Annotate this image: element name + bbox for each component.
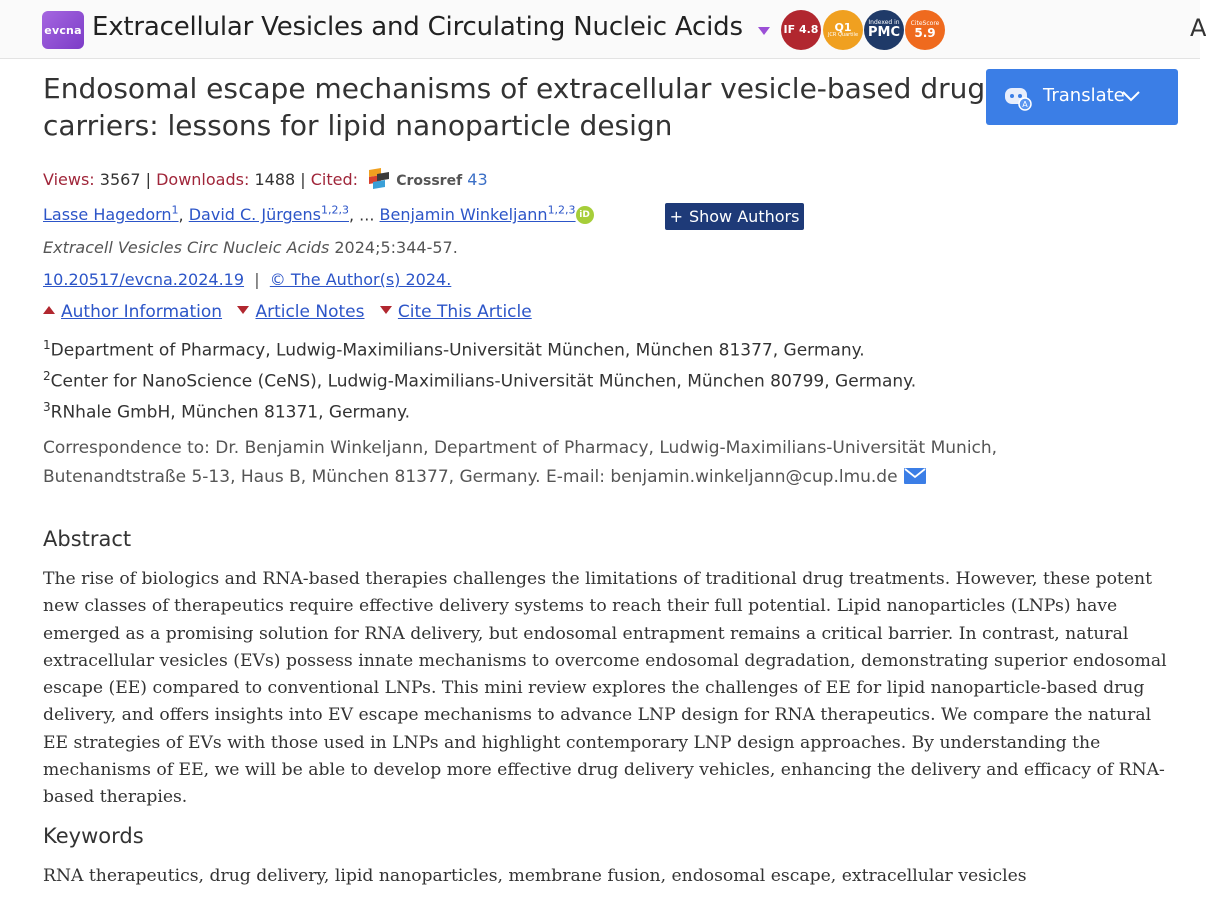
journal-abbreviation: Extracell Vesicles Circ Nucleic Acids <box>43 238 330 257</box>
show-authors-label: Show Authors <box>688 207 800 226</box>
downloads-label: Downloads: <box>156 170 250 189</box>
crossref-label[interactable]: Crossref <box>396 173 463 189</box>
article-metrics <box>43 168 488 190</box>
affiliation-number: 2 <box>43 369 51 383</box>
separator: | <box>145 170 151 189</box>
citescore-value: 5.9 <box>914 25 936 40</box>
doi-line: 10.20517/evcna.2024.19 | © The Author(s) 2024. <box>43 270 452 289</box>
author-affiliation-sup: 1 <box>171 204 179 217</box>
impact-factor-value: IF 4.8 <box>783 23 819 37</box>
mail-icon[interactable] <box>904 468 926 484</box>
author-affiliation-sup: 1,2,3 <box>547 204 576 217</box>
correspondence <box>43 434 1163 492</box>
author-link[interactable] <box>380 205 576 224</box>
affiliation <box>43 338 865 361</box>
quartile-value: Q1 <box>834 20 852 34</box>
article-title: Endosomal escape mechanisms of extracellular vesicle-based drug carriers: lessons for lipid nanoparticle design <box>43 72 986 142</box>
downloads-value: 1488 <box>254 170 296 189</box>
plus-icon: + <box>669 207 683 226</box>
volume-pages: 2024;5:344-57. <box>334 238 458 257</box>
translate-robot-icon <box>1002 82 1032 112</box>
journal-title[interactable]: Extracellular Vesicles and Circulating Nucleic Acids <box>92 12 743 42</box>
keywords-text: RNA therapeutics, drug delivery, lipid nanoparticles, membrane fusion, endosomal escape, extracellular vesicles <box>43 866 1027 886</box>
affiliation-text: Center for NanoScience (CeNS), Ludwig-Maximilians-Universität München, München 80799, Germany. <box>50 371 917 392</box>
pmc-label: PMC <box>867 25 900 41</box>
pmc-badge[interactable] <box>864 10 904 50</box>
affiliation-number: 3 <box>43 400 51 414</box>
chevron-down-icon <box>1120 85 1142 107</box>
author-link[interactable] <box>43 205 179 224</box>
tab-cite-this-article[interactable] <box>380 302 532 322</box>
article-info-tabs <box>43 302 542 322</box>
citescore-badge[interactable] <box>905 10 945 50</box>
crossref-icon <box>369 168 389 190</box>
separator: | <box>300 170 306 189</box>
views-value: 3567 <box>99 170 141 189</box>
copyright-link[interactable]: © The Author(s) 2024. <box>269 270 452 289</box>
author-affiliation-sup: 1,2,3 <box>320 204 349 217</box>
author-name: David C. Jürgens <box>188 205 321 225</box>
quartile-label: JCR Quartile <box>827 32 859 39</box>
journal-dropdown-caret-icon[interactable] <box>758 27 770 35</box>
show-authors-button[interactable] <box>665 203 804 230</box>
author-list: Lasse Hagedorn$^1$, David C. Jürgens$^{1,2,3}$, ... Benjamin Winkeljann$^{1,2,3}$ iD <box>43 204 594 224</box>
accessibility-text-toggle[interactable]: A <box>1190 14 1206 42</box>
caret-up-icon <box>43 306 55 314</box>
affiliation-text: RNhale GmbH, München 81371, Germany. <box>50 402 411 423</box>
caret-down-icon <box>237 306 249 314</box>
impact-factor-badge[interactable] <box>781 10 821 50</box>
cited-count[interactable]: 43 <box>467 170 488 189</box>
abstract-heading: Abstract <box>43 527 132 551</box>
tab-label: Cite This Article <box>397 302 532 322</box>
tab-article-notes[interactable] <box>237 302 364 322</box>
caret-down-icon <box>380 306 392 314</box>
citescore-label: CiteScore <box>910 19 940 27</box>
tab-label: Author Information <box>61 302 223 322</box>
abstract-text: The rise of biologics and RNA-based therapies challenges the limitations of traditional drug treatments. However, these potent new classes of therapeutics require effective delivery systems to reach their full potential. Lipid nanoparticles (LNPs) have emerged as a promising solution for RNA delivery, but endosomal entrapment remains a critical barrier. In contrast, natural extracellular vesicles (EVs) possess innate mechanisms to overcome endosomal degradation, demonstrating superior endosomal escape (EE) compared to conventional LNPs. This mini review explores the challenges of EE for lipid nanoparticle-based drug delivery, and offers insights into EV escape mechanisms to advance LNP design for RNA therapeutics. We compare the natural EE strategies of EVs with those used in LNPs and highlight contemporary LNP design approaches. By understanding the mechanisms of EE, we will be able to develop more effective drug delivery vehicles, enhancing the delivery and efficacy of RNA-based therapies. <box>43 569 1167 808</box>
journal-logo[interactable]: evcna <box>42 11 84 49</box>
author-name: Benjamin Winkeljann <box>379 205 548 225</box>
journal-citation <box>43 238 458 257</box>
indexed-in-label: Indexed in <box>868 19 900 27</box>
affiliation-text: Department of Pharmacy, Ludwig-Maximilians-Universität München, München 81377, Germany. <box>50 340 865 361</box>
author-link[interactable] <box>189 205 349 224</box>
translate-button[interactable] <box>986 69 1178 125</box>
correspondence-line: Correspondence to: Dr. Benjamin Winkeljann, Department of Pharmacy, Ludwig-Maximilians-Universität Munich, <box>43 438 998 458</box>
author-name: Lasse Hagedorn <box>43 205 172 225</box>
doi-link[interactable]: 10.20517/evcna.2024.19 <box>43 270 245 289</box>
affiliation <box>43 400 410 423</box>
cited-label: Cited: <box>310 170 359 189</box>
correspondence-line: Butenandtstraße 5-13, Haus B, München 81377, Germany. E-mail: benjamin.winkeljann@cup.lmu.de <box>43 467 898 487</box>
svg-text:A: A <box>1022 100 1028 109</box>
author-ellipsis: , ... <box>348 205 375 225</box>
translate-label: Translate <box>1043 85 1125 106</box>
tab-author-information[interactable] <box>43 302 222 322</box>
affiliation <box>43 369 916 392</box>
quartile-badge[interactable] <box>823 10 863 50</box>
tab-label: Article Notes <box>255 302 365 322</box>
keywords-heading: Keywords <box>43 824 144 848</box>
views-label: Views: <box>43 170 95 189</box>
orcid-icon[interactable]: iD <box>576 206 594 224</box>
affiliation-number: 1 <box>43 338 51 352</box>
journal-header <box>0 0 1206 59</box>
